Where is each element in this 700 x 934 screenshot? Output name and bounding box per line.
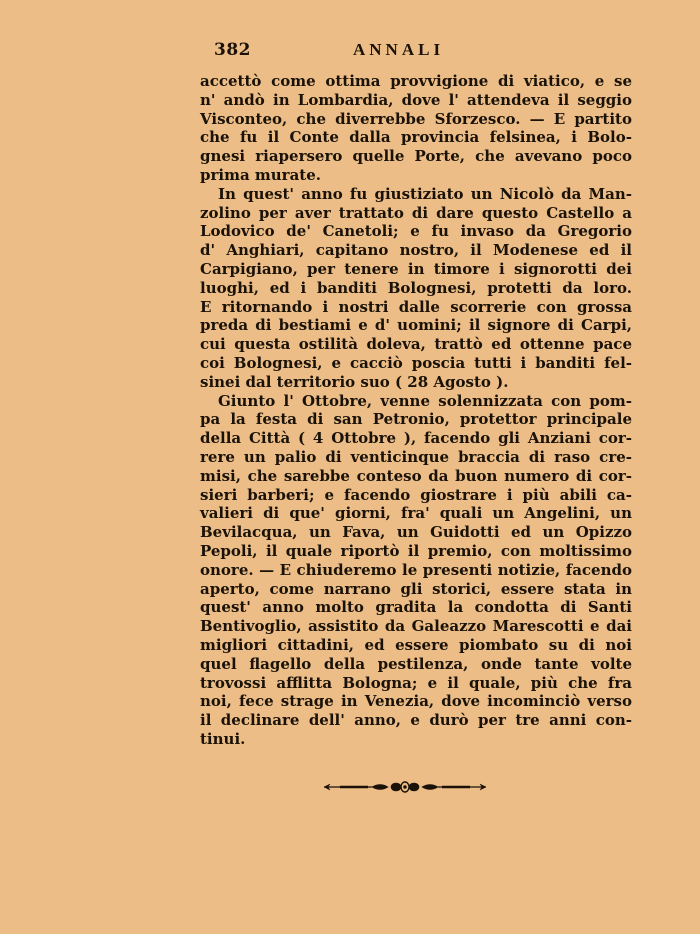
text-line: Lodovico de' Canetoli; e fu invaso da Gregorio [200, 222, 632, 241]
text-line: Bentivoglio, assistito da Galeazzo Marescotti e dai [200, 617, 632, 636]
text-line: prima murate. [200, 165, 321, 184]
running-title: ANNALI [353, 40, 445, 59]
text-line: onore. — E chiuderemo le presenti notizie, facendo [200, 560, 632, 579]
text-line: n' andò in Lombardia, dove l' attendeva il seggio [200, 90, 632, 109]
text-line: pa la festa di san Petronio, protettor principale [200, 410, 632, 429]
page-header [0, 40, 700, 64]
text-line: migliori cittadini, ed essere piombato su di noi [200, 635, 632, 654]
text-line: trovossi afflitta Bologna; e il quale, più che fra [200, 673, 632, 692]
text-line: il declinare dell' anno, e durò per tre anni con- [200, 711, 632, 730]
text-line: accettò come ottima provvigione di viatico, e se [200, 72, 632, 90]
page-number: 382 [214, 40, 251, 60]
text-line: d' Anghiari, capitano nostro, il Modenese ed il [200, 241, 632, 260]
text-line: coi Bolognesi, e cacciò poscia tutti i banditi fel- [200, 353, 632, 372]
text-line: Visconteo, che diverrebbe Sforzesco. — E partito [200, 109, 632, 128]
text-line: sinei dal territorio suo ( 28 Agosto ). [200, 372, 509, 391]
text-line: della Città ( 4 Ottobre ), facendo gli Anziani cor- [200, 429, 632, 448]
text-line: valieri di que' giorni, fra' quali un Angelini, un [200, 504, 632, 523]
body-text [200, 72, 632, 749]
text-line: Bevilacqua, un Fava, un Guidotti ed un Opizzo [200, 523, 632, 542]
text-line: rere un palio di venticinque braccia di raso cre- [200, 447, 632, 466]
tailpiece-ornament-icon [320, 778, 490, 796]
text-line: In quest' anno fu giustiziato un Nicolò da Man- [218, 184, 632, 203]
text-line: tinui. [200, 729, 246, 748]
text-line: E ritornando i nostri dalle scorrerie con grossa [200, 297, 632, 316]
text-line: Giunto l' Ottobre, venne solennizzata con pom- [218, 391, 632, 410]
text-line: Carpigiano, per tenere in timore i signorotti dei [200, 259, 632, 278]
text-line: luoghi, ed i banditi Bolognesi, protetti da loro. [200, 278, 632, 297]
text-line: aperto, come narrano gli storici, essere stata in [200, 579, 632, 598]
text-line: zolino per aver trattato di dare questo Castello a [200, 203, 632, 222]
text-line: gnesi riapersero quelle Porte, che avevano poco [200, 147, 632, 166]
text-line: preda di bestiami e d' uomini; il signore di Carpi, [200, 316, 632, 335]
text-line: misi, che sarebbe conteso da buon numero di cor- [200, 466, 632, 485]
text-line: quel flagello della pestilenza, onde tante volte [200, 654, 632, 673]
text-line: noi, fece strage in Venezia, dove incominciò verso [200, 692, 632, 711]
text-line: quest' anno molto gradita la condotta di Santi [200, 598, 632, 617]
text-line: che fu il Conte dalla provincia felsinea, i Bolo- [200, 128, 632, 147]
text-line: cui questa ostilità doleva, trattò ed ottenne pace [200, 335, 632, 354]
text-line: sieri barberi; e facendo giostrare i più abili ca- [200, 485, 632, 504]
text-line: Pepoli, il quale riportò il premio, con moltissimo [200, 541, 632, 560]
